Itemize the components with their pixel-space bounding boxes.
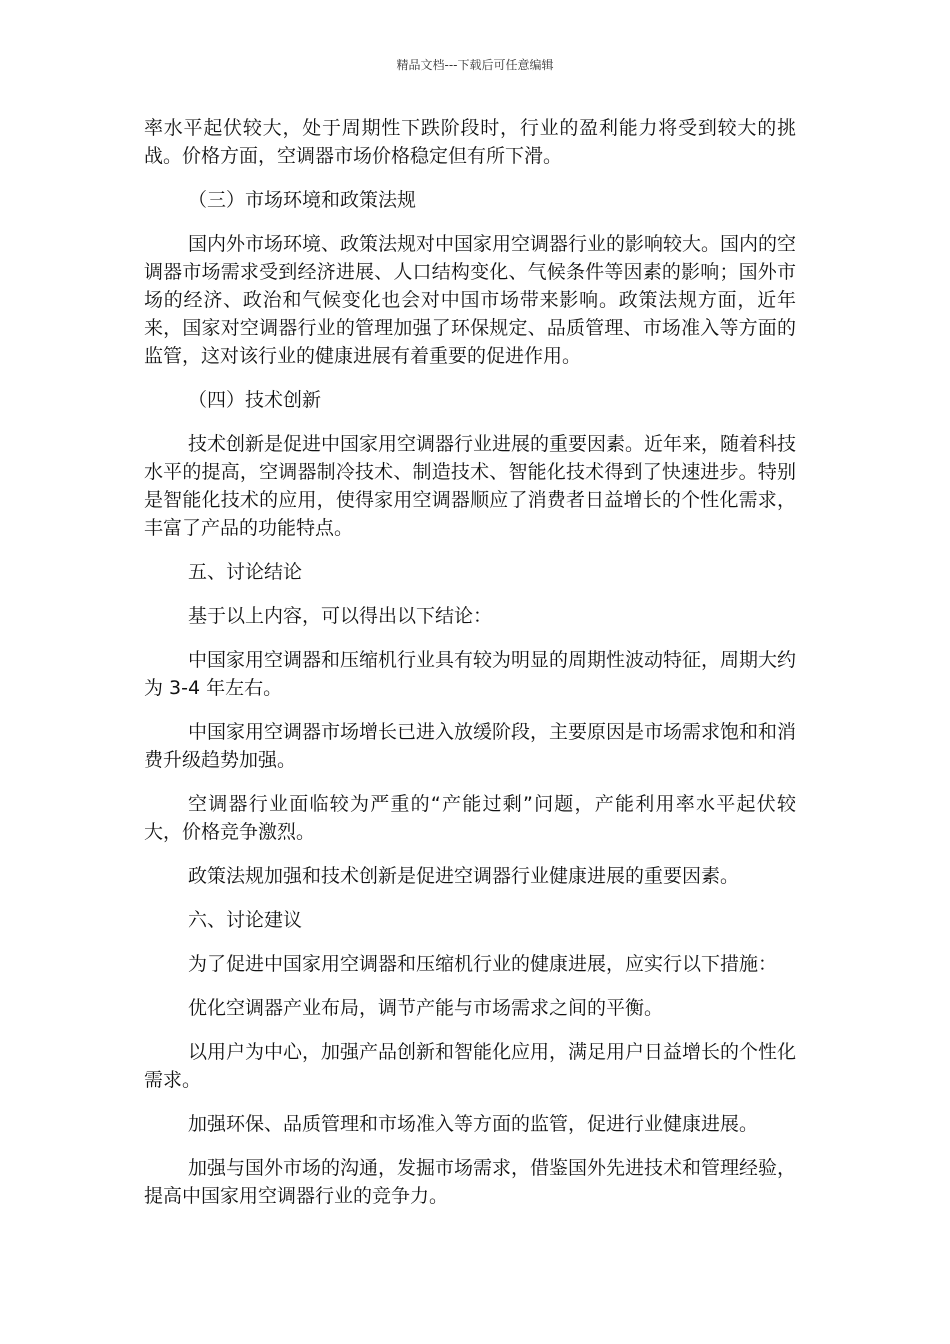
section-heading-recommendations: 六、讨论建议 [188, 909, 303, 931]
paragraph-conclusion-2: 中国家用空调器市场增长已进入放缓阶段，主要原因是市场需求饱和和消费升级趋势加强。 [144, 721, 797, 771]
paragraph-market-environment: 国内外市场环境、政策法规对中国家用空调器行业的影响较大。国内的空调器市场需求受到经济进展、人口结构变化、气候条件等因素的影响；国外市场的经济、政治和气候变化也会对中国市场带来影响。政策法规方面，近年来，国家对空调器行业的管理加强了环保规定、品质管理、市场准入等方面的监管，这对该行业的健康进展有着重要的促进作用。 [144, 233, 797, 367]
paragraph-recommendation-1: 优化空调器产业布局，调节产能与市场需求之间的平衡。 [188, 997, 664, 1019]
paragraph-conclusion-intro: 基于以上内容，可以得出以下结论： [188, 605, 493, 627]
section-heading-conclusions: 五、讨论结论 [188, 561, 303, 583]
page-header: 精品文档---下载后可任意编辑 [396, 58, 554, 72]
section-heading-tech-innovation: （四）技术创新 [188, 389, 322, 411]
paragraph-recommendation-intro: 为了促进中国家用空调器和压缩机行业的健康进展，应实行以下措施： [188, 953, 778, 975]
document-body [144, 114, 796, 1226]
paragraph-conclusion-3: 空调器行业面临较为严重的“产能过剩”问题，产能利用率水平起伏较大，价格竞争激烈。 [144, 793, 796, 843]
paragraph-conclusion-4: 政策法规加强和技术创新是促进空调器行业健康进展的重要因素。 [188, 865, 740, 887]
paragraph-conclusion-1: 中国家用空调器和压缩机行业具有较为明显的周期性波动特征，周期大约为 3-4 年左右。 [144, 649, 797, 699]
paragraph-tech-innovation: 技术创新是促进中国家用空调器行业进展的重要因素。近年来，随着科技水平的提高，空调器制冷技术、制造技术、智能化技术得到了快速进步。特别是智能化技术的应用，使得家用空调器顺应了消费者日益增长的个性化需求，丰富了产品的功能特点。 [144, 433, 797, 539]
paragraph-recommendation-4: 加强与国外市场的沟通，发掘市场需求，借鉴国外先进技术和管理经验，提高中国家用空调器行业的竞争力。 [144, 1157, 797, 1207]
section-heading-market-environment: （三）市场环境和政策法规 [188, 189, 417, 211]
paragraph-continued: 率水平起伏较大，处于周期性下跌阶段时，行业的盈利能力将受到较大的挑战。价格方面，空调器市场价格稳定但有所下滑。 [144, 117, 796, 167]
paragraph-recommendation-3: 加强环保、品质管理和市场准入等方面的监管，促进行业健康进展。 [188, 1113, 759, 1135]
paragraph-recommendation-2: 以用户为中心，加强产品创新和智能化应用，满足用户日益增长的个性化需求。 [144, 1041, 797, 1091]
